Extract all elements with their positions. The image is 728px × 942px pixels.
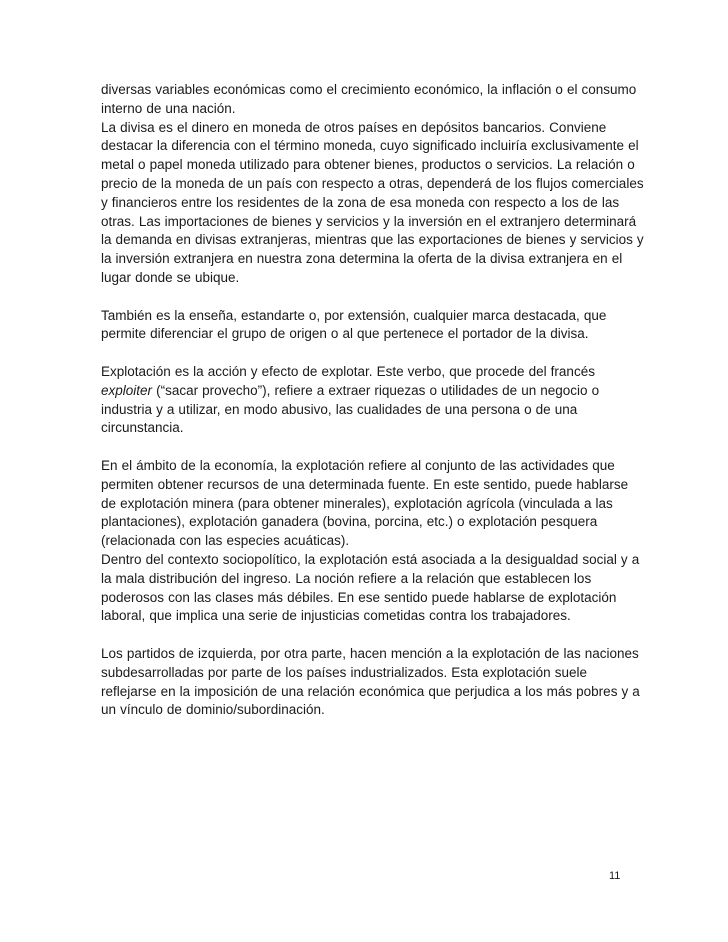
document-body [101, 81, 646, 739]
page-number: 11 [609, 870, 621, 882]
paragraph-economic-variables: diversas variables económicas como el crecimiento económico, la inflación o el consumo interno de una nación. [101, 82, 637, 116]
paragraph-divisa-ensena: También es la enseña, estandarte o, por extensión, cualquier marca destacada, que permite diferenciar el grupo de origen o al que pertenece el portador de la divisa. [101, 307, 607, 342]
paragraph-divisa-definition: La divisa es el dinero en moneda de otros países en depósitos bancarios. Conviene destacar la diferencia con el término moneda, cuyo significado incluiría exclusivamente el metal o papel moneda utilizado para obtener bienes, productos o servicios. La relación o precio de la moneda de un país con respecto a otras, dependerá de los flujos comerciales y financieros entre los residentes de la zona de esa moneda con respecto a los de las otras. Las importaciones de bienes y servicios y la inversión en el extranjero determinará la demanda en divisas extranjeras, mientras que las exportaciones de bienes y servicios y la inversión extranjera en nuestra zona determina la oferta de la divisa extranjera en el lugar donde se ubique. [101, 119, 644, 285]
paragraph-explotacion-definition [101, 363, 646, 438]
paragraph-partidos-izquierda: Los partidos de izquierda, por otra parte, hacen mención a la explotación de las naciones subdesarrolladas por parte de los países industrializados. Esta explotación suele reflejarse en la imposición de una relación económica que perjudica a los más pobres y a un vínculo de dominio/subordinación. [101, 645, 640, 718]
exploiter-term: exploiter [101, 382, 153, 398]
explotacion-text-start: Explotación es la acción y efecto de explotar. Este verbo, que procede del francés [101, 363, 595, 379]
explotacion-text-end: (“sacar provecho”), refiere a extraer riquezas o utilidades de un negocio o industria y a utilizar, en modo abusivo, las cualidades de una persona o de una circunstancia. [101, 382, 600, 436]
paragraph-explotacion-sociopolitica: Dentro del contexto sociopolítico, la explotación está asociada a la desigualdad social y a la mala distribución del ingreso. La noción refiere a la relación que establecen los poderosos con las clases más débiles. En ese sentido puede hablarse de explotación laboral, que implica una serie de injusticias cometidas contra los trabajadores. [101, 551, 640, 624]
paragraph-explotacion-economia: En el ámbito de la economía, la explotación refiere al conjunto de las actividades que permiten obtener recursos de una determinada fuente. En este sentido, puede hablarse de explotación minera (para obtener minerales), explotación agrícola (vinculada a las plantaciones), explotación ganadera (bovina, porcina, etc.) o explotación pesquera (relacionada con las especies acuáticas). [101, 457, 629, 549]
